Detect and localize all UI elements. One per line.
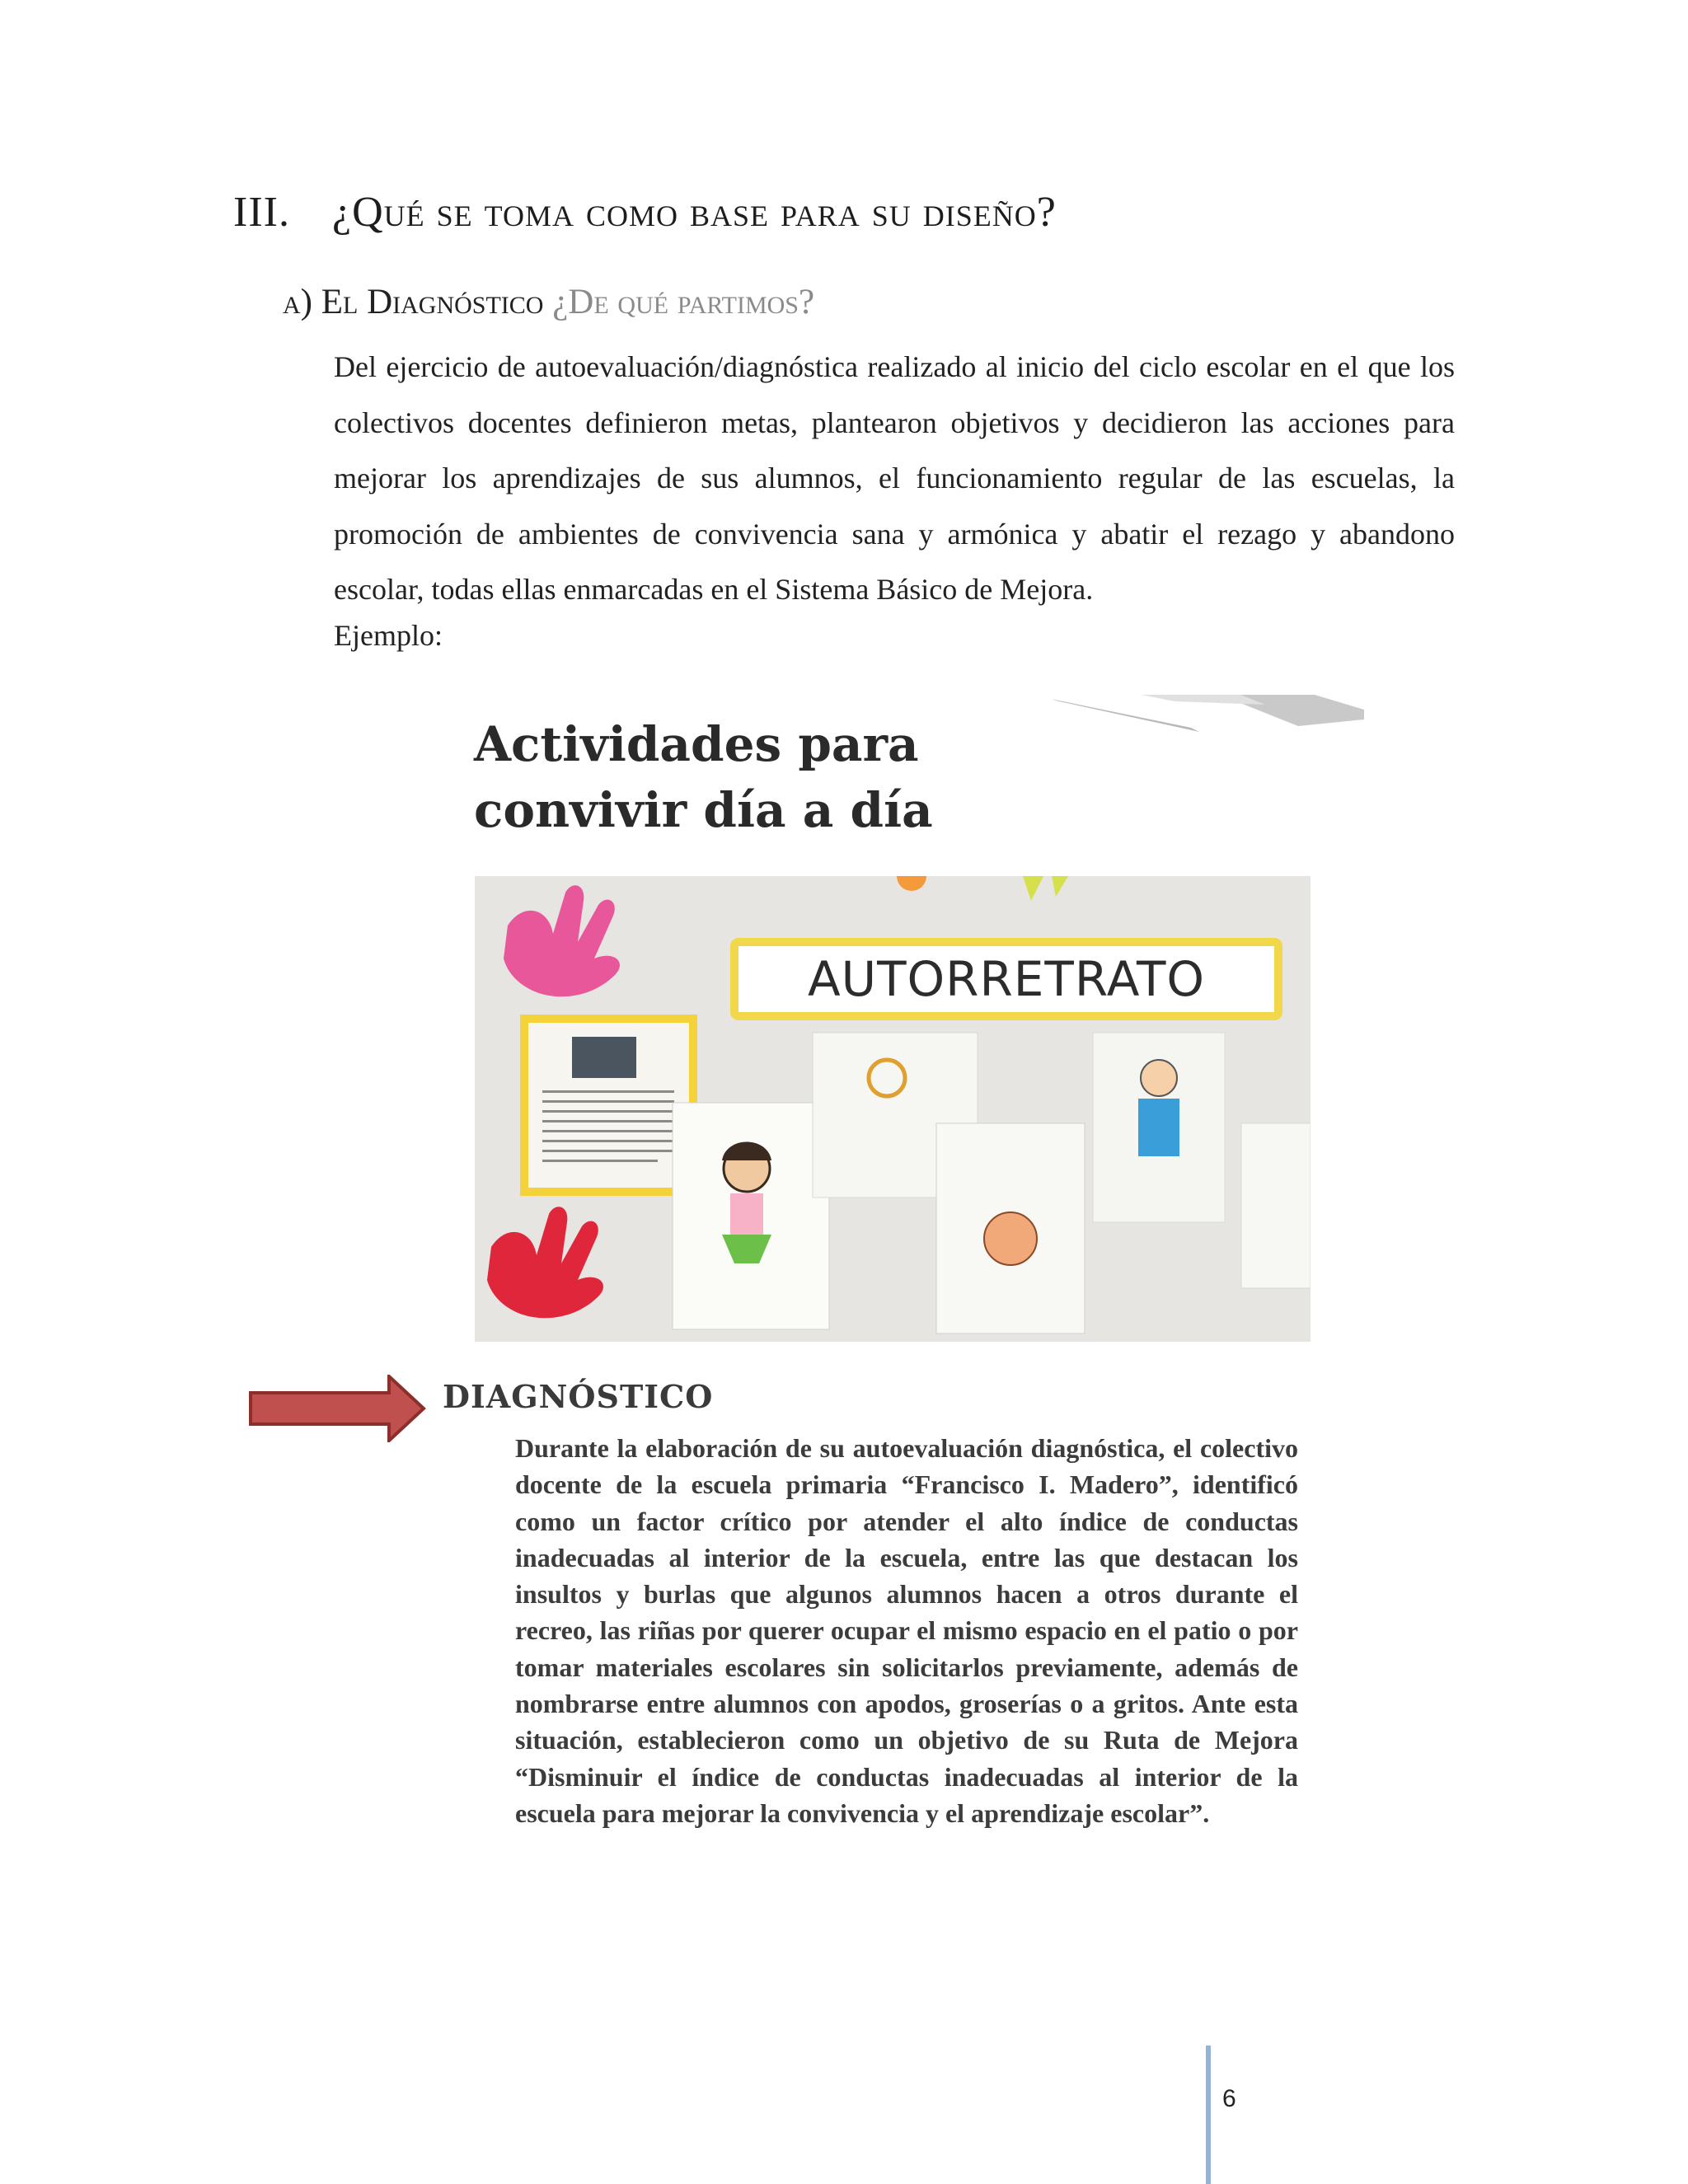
subsection-label: a) El Diagnóstico	[283, 283, 544, 321]
embedded-title-line-1: Actividades para	[474, 716, 919, 772]
example-label: Ejemplo:	[334, 619, 443, 652]
subsection-question: ¿De qué partimos?	[552, 283, 815, 321]
body-paragraph: Del ejercicio de autoevaluación/diagnóstica realizado al inicio del ciclo escolar en el que los colectivos docentes definieron metas, plantearon objetivos y decidieron las acciones para mejorar los aprendizajes de sus alumnos, el funcionamiento regular de las escuelas, la promoción de ambientes de convivencia sana y armónica y abatir el rezago y abandono escolar, todas ellas enmarcadas en el Sistema Básico de Mejora.	[334, 350, 1455, 606]
subsection-heading	[283, 282, 1519, 322]
classroom-photo	[475, 876, 1311, 1342]
section-heading	[233, 188, 1552, 237]
decorative-strip	[1051, 695, 1364, 744]
embedded-title	[474, 711, 1051, 843]
diagnostic-text: Durante la elaboración de su autoevaluación diagnóstica, el colectivo docente de la escuela primaria “Francisco I. Madero”, identificó como un factor crítico por atender el alto índice de conductas inadecuadas al interior de la escuela, entre las que destacan los insultos y burlas que algunos alumnos hacen a otros durante el recreo, las riñas por querer ocupar el mismo espacio en el patio o por tomar materiales escolares sin solicitarlos previamente, además de nombrarse entre alumnos con apodos, groserías o a gritos. Ante esta situación, establecieron como un objetivo de su Ruta de Mejora “Disminuir el índice de conductas inadecuadas al interior de la escuela para mejorar la convivencia y el aprendizaje escolar”.	[515, 1433, 1298, 1828]
diagnostic-heading: DIAGNÓSTICO	[443, 1378, 714, 1415]
page-number: 6	[1222, 2085, 1236, 2112]
embedded-title-line-2: convivir día a día	[474, 782, 933, 838]
section-number: III.	[233, 189, 290, 236]
section-title: ¿Qué se toma como base para su diseño?	[332, 189, 1057, 236]
right-arrow-icon	[249, 1375, 426, 1442]
page-number-rule	[1206, 2046, 1211, 2184]
autorretrato-label: AUTORRETRATO	[730, 938, 1282, 1020]
